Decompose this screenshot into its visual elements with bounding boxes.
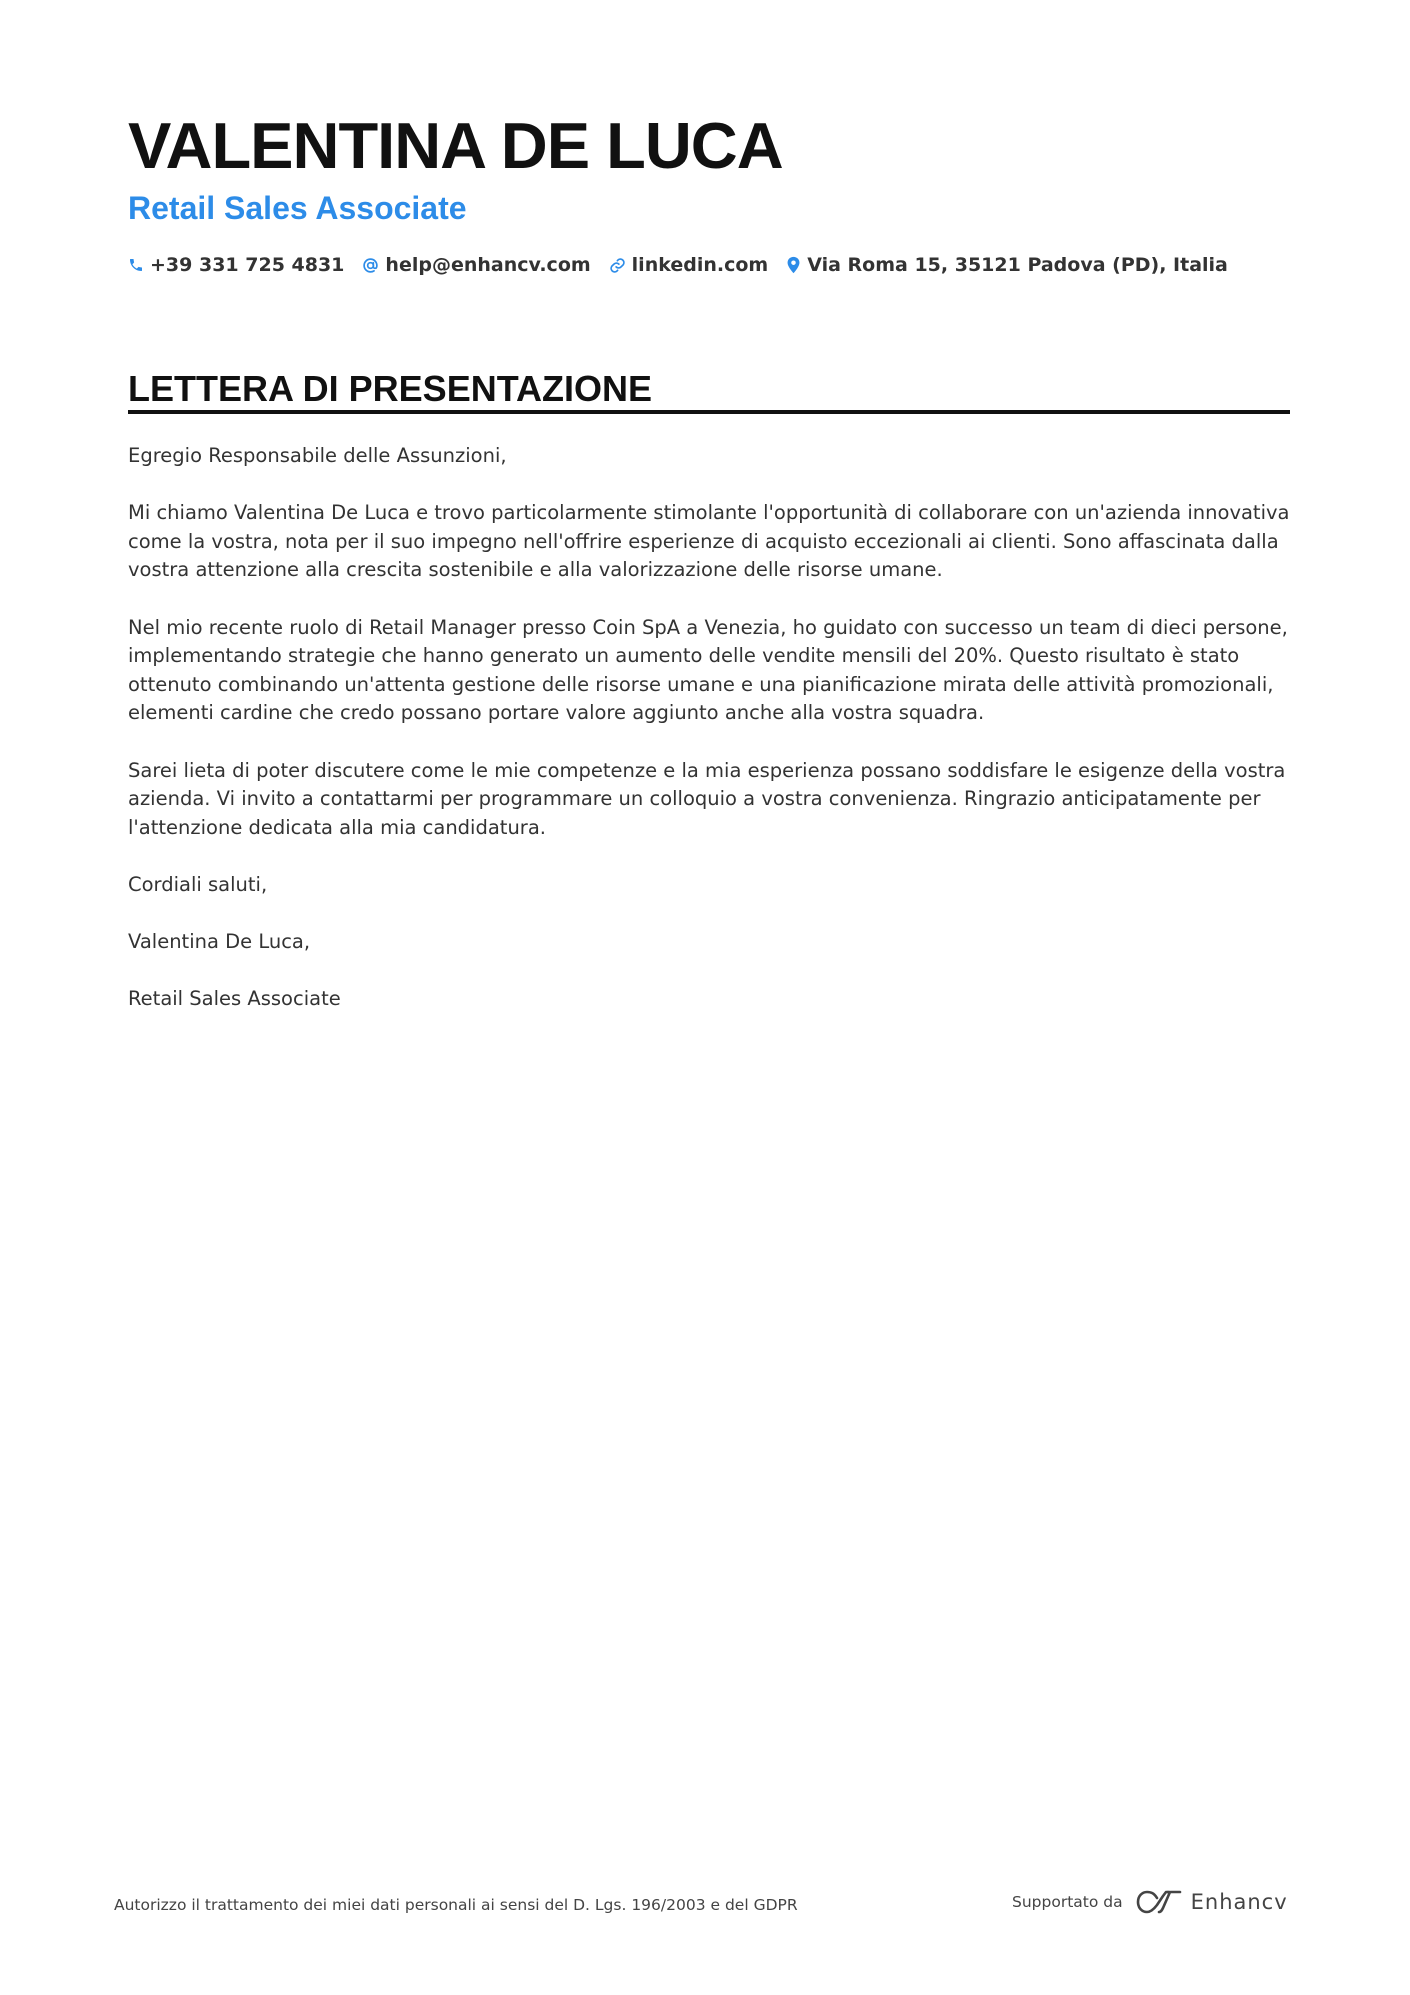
section-divider (128, 410, 1290, 414)
candidate-role: Retail Sales Associate (128, 190, 467, 226)
letter-paragraph: Mi chiamo Valentina De Luca e trovo particolarmente stimolante l'opportunità di collaborare con un'azienda innovativa come la vostra, nota per il suo impegno nell'offrire esperienze di acquisto eccezionali ai clienti. Sono affascinata dalla vostra attenzione alla crescita sostenibile e alla valorizzazione delle risorse umane. (128, 501, 1290, 582)
letter-paragraph: Nel mio recente ruolo di Retail Manager presso Coin SpA a Venezia, ho guidato con successo un team di dieci persone, implementando strategie che hanno generato un aumento delle vendite mensili del 20%. Questo risultato è stato ottenuto combinando un'attenta gestione delle risorse umane e una pianificazione mirata delle attività promozionali, elementi cardine che credo possano portare valore aggiunto anche alla vostra squadra. (128, 615, 1288, 725)
letter-body (128, 442, 1293, 1042)
map-pin-icon (786, 256, 801, 274)
letter-paragraph: Sarei lieta di poter discutere come le mie competenze e la mia esperienza possano soddisfare le esigenze della vostra azienda. Vi invito a contattarmi per programmare un colloquio a vostra convenienza. Ringrazio anticipatamente per l'attenzione dedicata alla mia candidatura. (128, 758, 1286, 839)
powered-by[interactable] (1012, 1889, 1288, 1915)
privacy-consent-note: Autorizzo il trattamento dei miei dati personali ai sensi del D. Lgs. 196/2003 e del GDPR (114, 1896, 798, 1914)
contact-address-text: Via Roma 15, 35121 Padova (PD), Italia (807, 254, 1228, 276)
section-title: LETTERA DI PRESENTAZIONE (128, 368, 653, 409)
candidate-name: VALENTINA DE LUCA (128, 109, 783, 182)
contact-email-text[interactable]: help@enhancv.com (385, 254, 591, 276)
link-icon (609, 257, 626, 274)
contact-linkedin-text[interactable]: linkedin.com (631, 254, 769, 276)
signature-name: Valentina De Luca, (128, 930, 311, 954)
enhancv-wordmark: Enhancv (1190, 1890, 1288, 1914)
contact-linkedin[interactable] (609, 254, 769, 276)
signature-role: Retail Sales Associate (128, 987, 341, 1011)
contact-bar (128, 254, 1246, 276)
letter-closing: Cordiali saluti, (128, 872, 268, 896)
at-sign-icon (362, 257, 379, 274)
powered-by-label: Supportato da (1012, 1893, 1123, 1911)
contact-email[interactable] (362, 254, 590, 276)
letter-salutation: Egregio Responsabile delle Assunzioni, (128, 444, 507, 467)
contact-address (786, 254, 1228, 276)
contact-phone-text: +39 331 725 4831 (150, 254, 345, 276)
phone-icon (128, 257, 144, 273)
contact-phone (128, 254, 344, 276)
enhancv-logo-icon (1135, 1889, 1183, 1915)
enhancv-logo[interactable] (1135, 1889, 1288, 1915)
